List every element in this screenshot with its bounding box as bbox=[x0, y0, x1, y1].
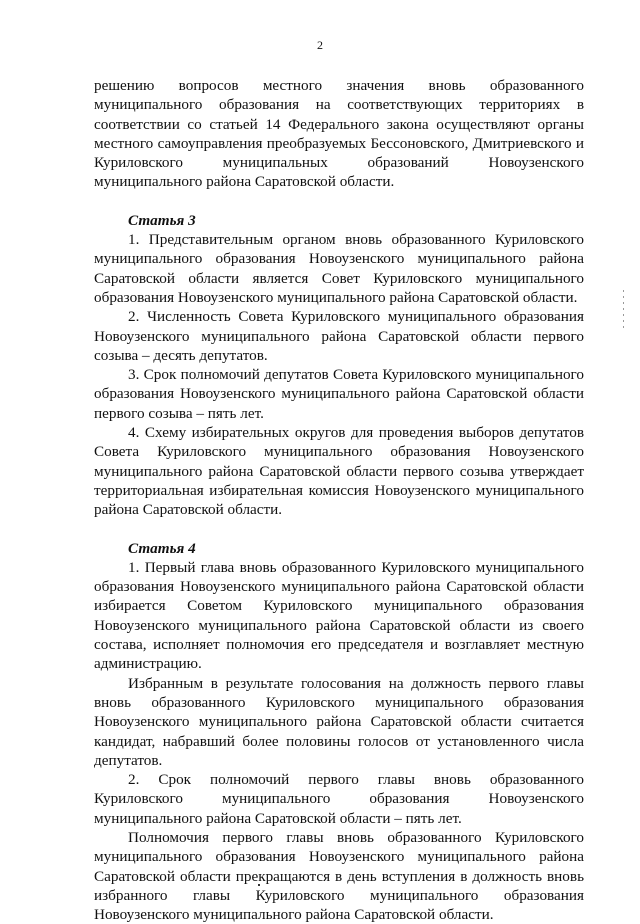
scan-artifact-mark bbox=[623, 290, 624, 330]
article-4-paragraph-4: Полномочия первого главы вновь образованного Куриловского муниципального образования Новоузенского муниципального района Саратовской области прекращаются в день вступления в должность вновь избранного главы Куриловского муниципального образования Новоузенского муниципального района Саратовской области. bbox=[94, 828, 584, 924]
article-3-paragraph-1: 1. Представительным органом вновь образованного Куриловского муниципального образования Новоузенского муниципального района Саратовской области является Совет Куриловского муниципального образования Новоузенского муниципального района Саратовской области. bbox=[94, 231, 584, 306]
article-4-paragraph-2: Избранным в результате голосования на должность первого главы вновь образованного Куриловского муниципального образования Новоузенского муниципального района Саратовской области считается кандидат, набравший более половины голосов от установленного числа депутатов. bbox=[94, 674, 584, 769]
intro-paragraph: решению вопросов местного значения вновь образованного муниципального образования на соответствующих территориях в соответствии со статьей 14 Федерального закона осуществляют органы местного самоуправления преобразуемых Бессоновского, Дмитриевского и Куриловского муниципальных образований Новоузенского муниципального района Саратовской области. bbox=[94, 77, 584, 191]
article-3-paragraph-2: 2. Численность Совета Куриловского муниципального образования Новоузенского муниципального района Саратовской области первого созыва – десять депутатов. bbox=[94, 308, 584, 364]
article-4-paragraph-1: 1. Первый глава вновь образованного Куриловского муниципального образования Новоузенского муниципального района Саратовской области избирается Советом Куриловского муниципального образования Новоузенского муниципального района Саратовской области из своего состава, исполняет полномочия его председателя и возглавляет местную администрацию. bbox=[94, 558, 584, 673]
article-3-paragraph-3: 3. Срок полномочий депутатов Совета Куриловского муниципального образования Новоузенского муниципального района Саратовской области первого созыва – пять лет. bbox=[94, 366, 584, 422]
article-4-heading: Статья 4 bbox=[128, 539, 196, 557]
article-3-heading: Статья 3 bbox=[128, 211, 196, 229]
article-4-paragraph-3: 2. Срок полномочий первого главы вновь образованного Куриловского муниципального образования Новоузенского муниципального района Саратовской области – пять лет. bbox=[94, 771, 584, 827]
document-body bbox=[94, 76, 584, 924]
page-number: 2 bbox=[317, 38, 323, 52]
section-spacer bbox=[94, 192, 584, 211]
article-3-paragraph-4: 4. Схему избирательных округов для проведения выборов депутатов Совета Куриловского муниципального образования Новоузенского муниципального района Саратовской области первого созыва утверждает территориальная избирательная комиссия Новоузенского муниципального района Саратовской области. bbox=[94, 424, 584, 519]
section-spacer bbox=[94, 520, 584, 539]
